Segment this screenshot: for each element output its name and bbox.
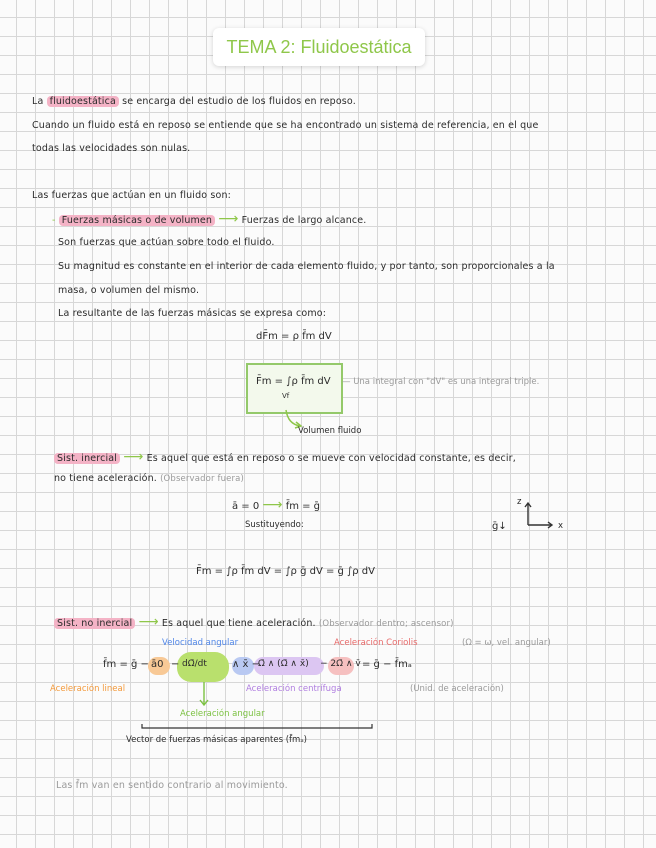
eq-domega: dΩ̄/dt — [182, 659, 207, 669]
formula-dfm: dF̄m = ρ f̄m dV — [256, 331, 332, 342]
inercial-text-2: no tiene aceleración. — [54, 473, 157, 484]
inercial-line — [54, 449, 516, 465]
footer-note: Las f̄m van en sentido contrario al movimiento. — [56, 780, 288, 791]
inercial-note: (Observador fuera) — [160, 474, 245, 484]
arrow-right-icon: ⟶ — [123, 449, 144, 465]
fluidoestatica-highlight: fluidoestática — [47, 96, 119, 107]
eq-fm: f̄m = ḡ − — [103, 659, 149, 670]
no-inercial-text: Es aquel que tiene aceleración. — [161, 618, 316, 629]
forces-heading: Las fuerzas que actúan en un fluido son: — [32, 190, 231, 201]
sist-inercial-highlight: Sist. inercial — [54, 453, 120, 464]
eq-coriolis: − 2Ω̄ ∧ v̄ — [320, 659, 361, 669]
intro-line-2: Cuando un fluido está en reposo se entiende que se ha encontrado un sistema de referencia, en el que — [32, 120, 539, 131]
vf-subscript: Vf — [282, 392, 290, 400]
intro-line-3: todas las velocidades son nulas. — [32, 143, 191, 154]
volumen-fluido-label: Volumen fluido — [298, 426, 362, 436]
no-inercial-line — [54, 614, 454, 630]
page-title: TEMA 2: Fluidoestática — [213, 28, 425, 66]
vector-fuerzas-label: Vector de fuerzas másicas aparentes (f̄mₐ) — [126, 735, 307, 745]
fuerzas-masicas-highlight: Fuerzas másicas o de volumen — [59, 215, 215, 226]
axis-x-label: x — [558, 521, 564, 531]
acel-angular-label: Aceleración angular — [180, 709, 265, 719]
forces-line-3: Su magnitud es constante en el interior de cada elemento fluido, y por tanto, son proporcionales a la — [58, 261, 555, 272]
inercial-line-2 — [54, 473, 244, 484]
arrow-down-icon — [196, 680, 212, 710]
eq-result: = ḡ − f̄mₐ — [362, 659, 412, 670]
formula-fm-integral: F̄m = ∫ρ f̄m dV — [256, 376, 331, 387]
sist-no-inercial-highlight: Sist. no inercial — [54, 618, 135, 629]
forces-line-5: La resultante de las fuerzas másicas se expresa como: — [58, 308, 327, 319]
lineal-label: Aceleración lineal — [50, 684, 126, 694]
dash-icon: — — [342, 377, 354, 387]
eq-fm-g-text: f̄m = ḡ — [285, 501, 321, 512]
axis-z-label: z — [517, 497, 522, 507]
no-inercial-note: (Observador dentro; ascensor) — [318, 619, 454, 629]
eq-a-zero — [232, 497, 320, 513]
intro-line-1 — [32, 96, 356, 107]
eq-minus: − — [171, 659, 180, 670]
bullet-icon: - — [52, 215, 56, 226]
vel-angular-label: Velocidad angular — [162, 638, 239, 648]
centrifuga-label: Aceleración centrífuga — [246, 684, 342, 694]
arrow-right-icon: ⟶ — [138, 614, 159, 630]
sustituyendo-label: Sustituyendo: — [245, 520, 304, 530]
forces-item-1 — [52, 211, 366, 227]
forces-line-4: masa, o volumen del mismo. — [58, 285, 200, 296]
integral-note — [342, 377, 539, 387]
formula-box — [246, 363, 343, 414]
integral-note-text: Una integral con "dV" es una integral triple. — [353, 377, 540, 387]
eq-a0: ā0 — [151, 659, 164, 670]
arrow-right-icon: ⟶ — [218, 211, 239, 227]
bracket-icon — [140, 722, 376, 734]
gravity-arrow-label: ḡ↓ — [492, 521, 507, 532]
forces-item-1-rest: Fuerzas de largo alcance. — [241, 215, 367, 226]
inercial-text: Es aquel que está en reposo o se mueve con velocidad constante, es decir, — [146, 453, 516, 464]
eq-fm-substituted: F̄m = ∫ρ f̄m dV = ∫ρ ḡ dV = ḡ ∫ρ dV — [196, 566, 375, 577]
eq-a0-text: ā = 0 — [232, 501, 260, 512]
arrow-right-icon: ⟶ — [262, 497, 283, 513]
forces-line-2: Son fuerzas que actúan sobre todo el fluido. — [58, 237, 275, 248]
unid-note: (Unid. de aceleración) — [410, 684, 504, 694]
eq-x: ∧ x̄ − — [232, 659, 260, 670]
intro-rest: se encarga del estudio de los fluidos en reposo. — [122, 96, 356, 107]
coriolis-label: Aceleración Coriolis — [334, 638, 418, 648]
eq-omega-x: Ω̄ ∧ (Ω̄ ∧ x̄) — [258, 659, 309, 669]
axes-icon — [492, 495, 572, 539]
intro-prefix: La — [32, 96, 44, 107]
omega-note: (Ω = ω, vel. angular) — [462, 638, 551, 648]
